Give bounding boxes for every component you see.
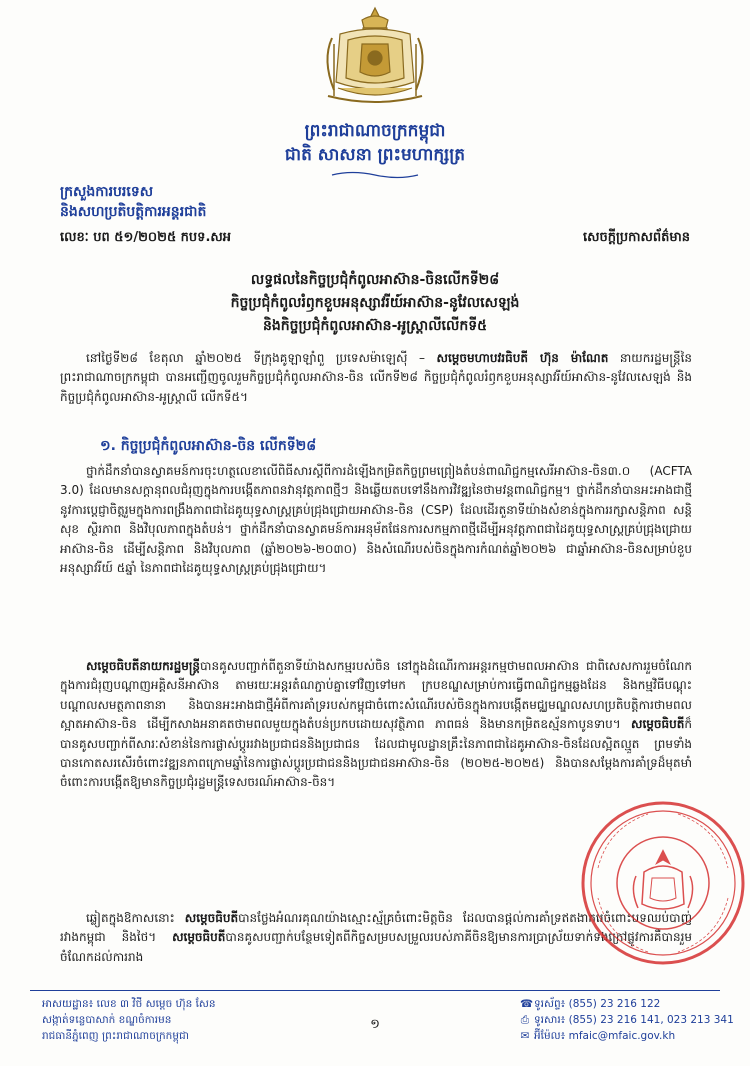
- document-title-line2: កិច្ចប្រជុំកំពូលរំឭកខួបអនុស្សាវរីយ៍អាស៊ាន-នូវែលសេឡង់: [230, 295, 520, 311]
- paragraph-text: បានថ្លែងអំណរគុណយ៉ាងស្មោះស្ម័គ្រចំពោះមិត្តចិន ដែលបានផ្តល់ការគាំទ្រឥតងាករេចំពោះបទឈប់បាញ់រវាងកម្ពុជា និងថៃ។: [60, 911, 692, 945]
- ministry-name-line2: និងសហប្រតិបត្តិការអន្តរជាតិ: [60, 204, 207, 220]
- fax-label: ទូរសារ៖: [534, 1014, 566, 1026]
- paragraph-text: ឆ្លៀតក្នុងឱកាសនោះ: [86, 911, 185, 925]
- bold-title: សម្តេចធិបតី: [172, 930, 226, 945]
- address-line2: សង្កាត់ទន្លេបាសាក់ ខណ្ឌចំការមន: [42, 1014, 172, 1026]
- address-line1: លេខ ៣ វិថី សម្តេច ហ៊ុន សែន: [96, 998, 216, 1010]
- paragraph-text: ក៏បានគូសបញ្ជាក់ពីសារៈសំខាន់នៃការផ្លាស់ប្តូររវាងប្រជាជននិងប្រជាជន ដែលជាមូលដ្ឋានគ្រឹះនៃភាពជាដៃគូអាស៊ាន-ចិនដែលស្អិតល្មួត ព្រមទាំងបានកោតសរសើរចំពោះវឌ្ឍនភាពក្រោមឆ្នាំនៃការផ្លាស់ប្តូរប្រជាជននិងប្រជាជនអាស៊ាន-ចិន (២០២៥-២០២៥) និងបានសម្តែងការគាំទ្រដ៏មុតមាំចំពោះការបង្កើតឱ្យមានកិច្ចប្រជុំរដ្ឋមន្ត្រីទេសចរណ៍អាស៊ាន-ចិន។: [60, 717, 692, 790]
- bold-title: សម្តេចធិបតី: [631, 717, 685, 732]
- phone-number: (855) 23 216 122: [568, 998, 661, 1010]
- ornamental-divider: [330, 170, 420, 180]
- bold-title: សម្តេចធិបតីនាយករដ្ឋមន្ត្រី: [86, 659, 201, 673]
- email-icon: ✉: [520, 1030, 530, 1042]
- email-label: អ៊ីម៉ែល៖: [534, 1030, 566, 1042]
- paragraph-energy-cooperation: [60, 657, 692, 793]
- paragraph-text: បានគូសបញ្ជាក់បន្ថែមទៀតពីកិច្ចសម្របសម្រួលរបស់ភាគីចិនឱ្យមានការប្រាស្រ័យទាក់ទងក្រៅផ្លូវការគឺបានរួមចំណែកដល់ការរាង: [60, 930, 692, 964]
- address-label: អាសយដ្ឋាន៖: [42, 998, 94, 1010]
- prime-minister-name: សម្តេចមហាបវរធិបតី ហ៊ុន ម៉ាណែត: [436, 351, 609, 365]
- reference-number: លេខៈ បព ៥១/២០២៥ កបទ.សអ: [60, 230, 232, 245]
- footer-contact: [520, 996, 750, 1044]
- document-title-line1: លទ្ធផលនៃកិច្ចប្រជុំកំពូលអាស៊ាន-ចិនលើកទី២៨: [250, 272, 500, 288]
- kingdom-motto: ជាតិ សាសនា ព្រះមហាក្សត្រ: [284, 145, 466, 165]
- kingdom-name: ព្រះរាជាណាចក្រកម្ពុជា: [304, 121, 446, 141]
- section-heading: ១. កិច្ចប្រជុំកំពូលអាស៊ាន-ចិន លើកទី២៨: [100, 438, 317, 454]
- document-type-label: សេចក្តីប្រកាសព័ត៌មាន: [582, 230, 690, 245]
- paragraph-intro: [60, 349, 692, 407]
- address-line3: រាជធានីភ្នំពេញ ព្រះរាជាណាចក្រកម្ពុជា: [42, 1030, 189, 1042]
- bold-title: សម្តេចធិបតី: [184, 911, 239, 925]
- royal-coat-of-arms-emblem: [318, 4, 432, 108]
- page-number: ១: [370, 1017, 380, 1032]
- fax-number: (855) 23 216 141, 023 213 341: [568, 1014, 734, 1026]
- footer-address: [42, 996, 342, 1044]
- phone-label: ទូរស័ព្ទ៖: [534, 998, 566, 1010]
- ministry-name-line1: ក្រសួងការបរទេស: [60, 184, 154, 200]
- footer-divider: [30, 990, 720, 991]
- ministry-seal-stamp: [578, 798, 748, 968]
- document-title-line3: និងកិច្ចប្រជុំកំពូលអាស៊ាន-អូស្ត្រាលីលើកទី៥: [262, 318, 487, 334]
- fax-icon: ⎙: [520, 1014, 530, 1026]
- email-link[interactable]: mfaic@mfaic.gov.kh: [568, 1030, 676, 1042]
- phone-icon: ☎: [520, 998, 534, 1010]
- paragraph-text: នៅថ្ងៃទី២៨ ខែតុលា ឆ្នាំ២០២៥ ទីក្រុងគូឡាឡាំពួ ប្រទេសម៉ាឡេស៊ី –: [86, 351, 437, 365]
- paragraph-acfta: ថ្នាក់ដឹកនាំបានស្វាគមន៍ការចុះហត្ថលេខាលើពិធីសារស្តីពីការដំឡើងកម្រិតកិច្ចព្រមព្រៀងតំបន់ពាណិជ្ជកម្មសេរីអាស៊ាន-ចិន៣.០ (ACFTA 3.0) ដែលមានសក្តានុពលជំរុញក្នុងការបង្កើតភាពនវានុវត្តភាពថ្មីៗ និងឆ្លើយតបទៅនឹងការវិវឌ្ឍនៃថាមវន្តពាណិជ្ជកម្ម។ ថ្នាក់ដឹកនាំបានអះអាងជាថ្មីនូវការប្តេជ្ញាចិត្តរួមក្នុងការពង្រឹងភាពជាដៃគូយុទ្ធសាស្ត្រគ្រប់ជ្រុងជ្រោយអាស៊ាន-ចិន (CSP) ដែលដើរតួនាទីយ៉ាងសំខាន់ក្នុងការរក្សាសន្តិភាព សន្តិសុខ ស្ថិរភាព និងវិបុលភាពក្នុងតំបន់។ ថ្នាក់ដឹកនាំបានស្វាគមន៍ការអនុម័តផែនការសកម្មភាពថ្មីដើម្បីអនុវត្តភាពជាដៃគូយុទ្ធសាស្ត្រគ្រប់ជ្រុងជ្រោយអាស៊ាន-ចិន ដើម្បីសន្តិភាព និងវិបុលភាព (ឆ្នាំ២០២៦-២០៣០) និងសំណើរបស់ចិនក្នុងការកំណត់ឆ្នាំ២០២៦ ជាឆ្នាំអាស៊ាន-ចិនសម្រាប់ខួបអនុស្សាវរីយ៍ ៥ឆ្នាំ នៃភាពជាដៃគូយុទ្ធសាស្ត្រគ្រប់ជ្រុងជ្រោយ។: [60, 464, 692, 576]
- paragraph-text: បានគូសបញ្ជាក់ពីតួនាទីយ៉ាងសកម្មរបស់ចិន នៅក្នុងដំណើរការអន្តរកម្មថាមពលអាស៊ាន ជាពិសេសការរួមចំណែកក្នុងការជំរុញបណ្តាញអគ្គិសនីអាស៊ាន តាមរយៈអន្តរតំណភ្ជាប់គ្នាទៅវិញទៅមក ក្របខណ្ឌសម្រាប់ការធ្វើពាណិជ្ជកម្មឆ្លងដែន និងកម្មវិធីបណ្តុះបណ្តាលសមត្ថភាពនានា និងបានអះអាងជាថ្មីអំពីការគាំទ្ររបស់កម្ពុជាចំពោះសំណើរបស់ចិនក្នុងការបង្កើតមជ្ឈមណ្ឌលសហប្រតិបត្តិការថាមពលស្អាតអាស៊ាន-ចិន ដើម្បីកសាងអនាគតថាមពលមួយក្នុងតំបន់ប្រកបដោយសុវត្ថិភាព ភាពធន់ និងមានកម្រិតឧស្ម័នកាបូនទាប។: [60, 659, 692, 732]
- paragraph-text: នាយករដ្ឋមន្ត្រីនៃព្រះរាជាណាចក្រកម្ពុជា បានអញ្ជើញចូលរួមកិច្ចប្រជុំកំពូលអាស៊ាន-ចិន លើកទី២៨ កិច្ចប្រជុំកំពូលរំឭកខួបអនុស្សាវរីយ៍អាស៊ាន-នូវែលសេឡង់ និងកិច្ចប្រជុំកំពូលអាស៊ាន-អូស្ត្រាលី លើកទី៥។: [60, 351, 692, 404]
